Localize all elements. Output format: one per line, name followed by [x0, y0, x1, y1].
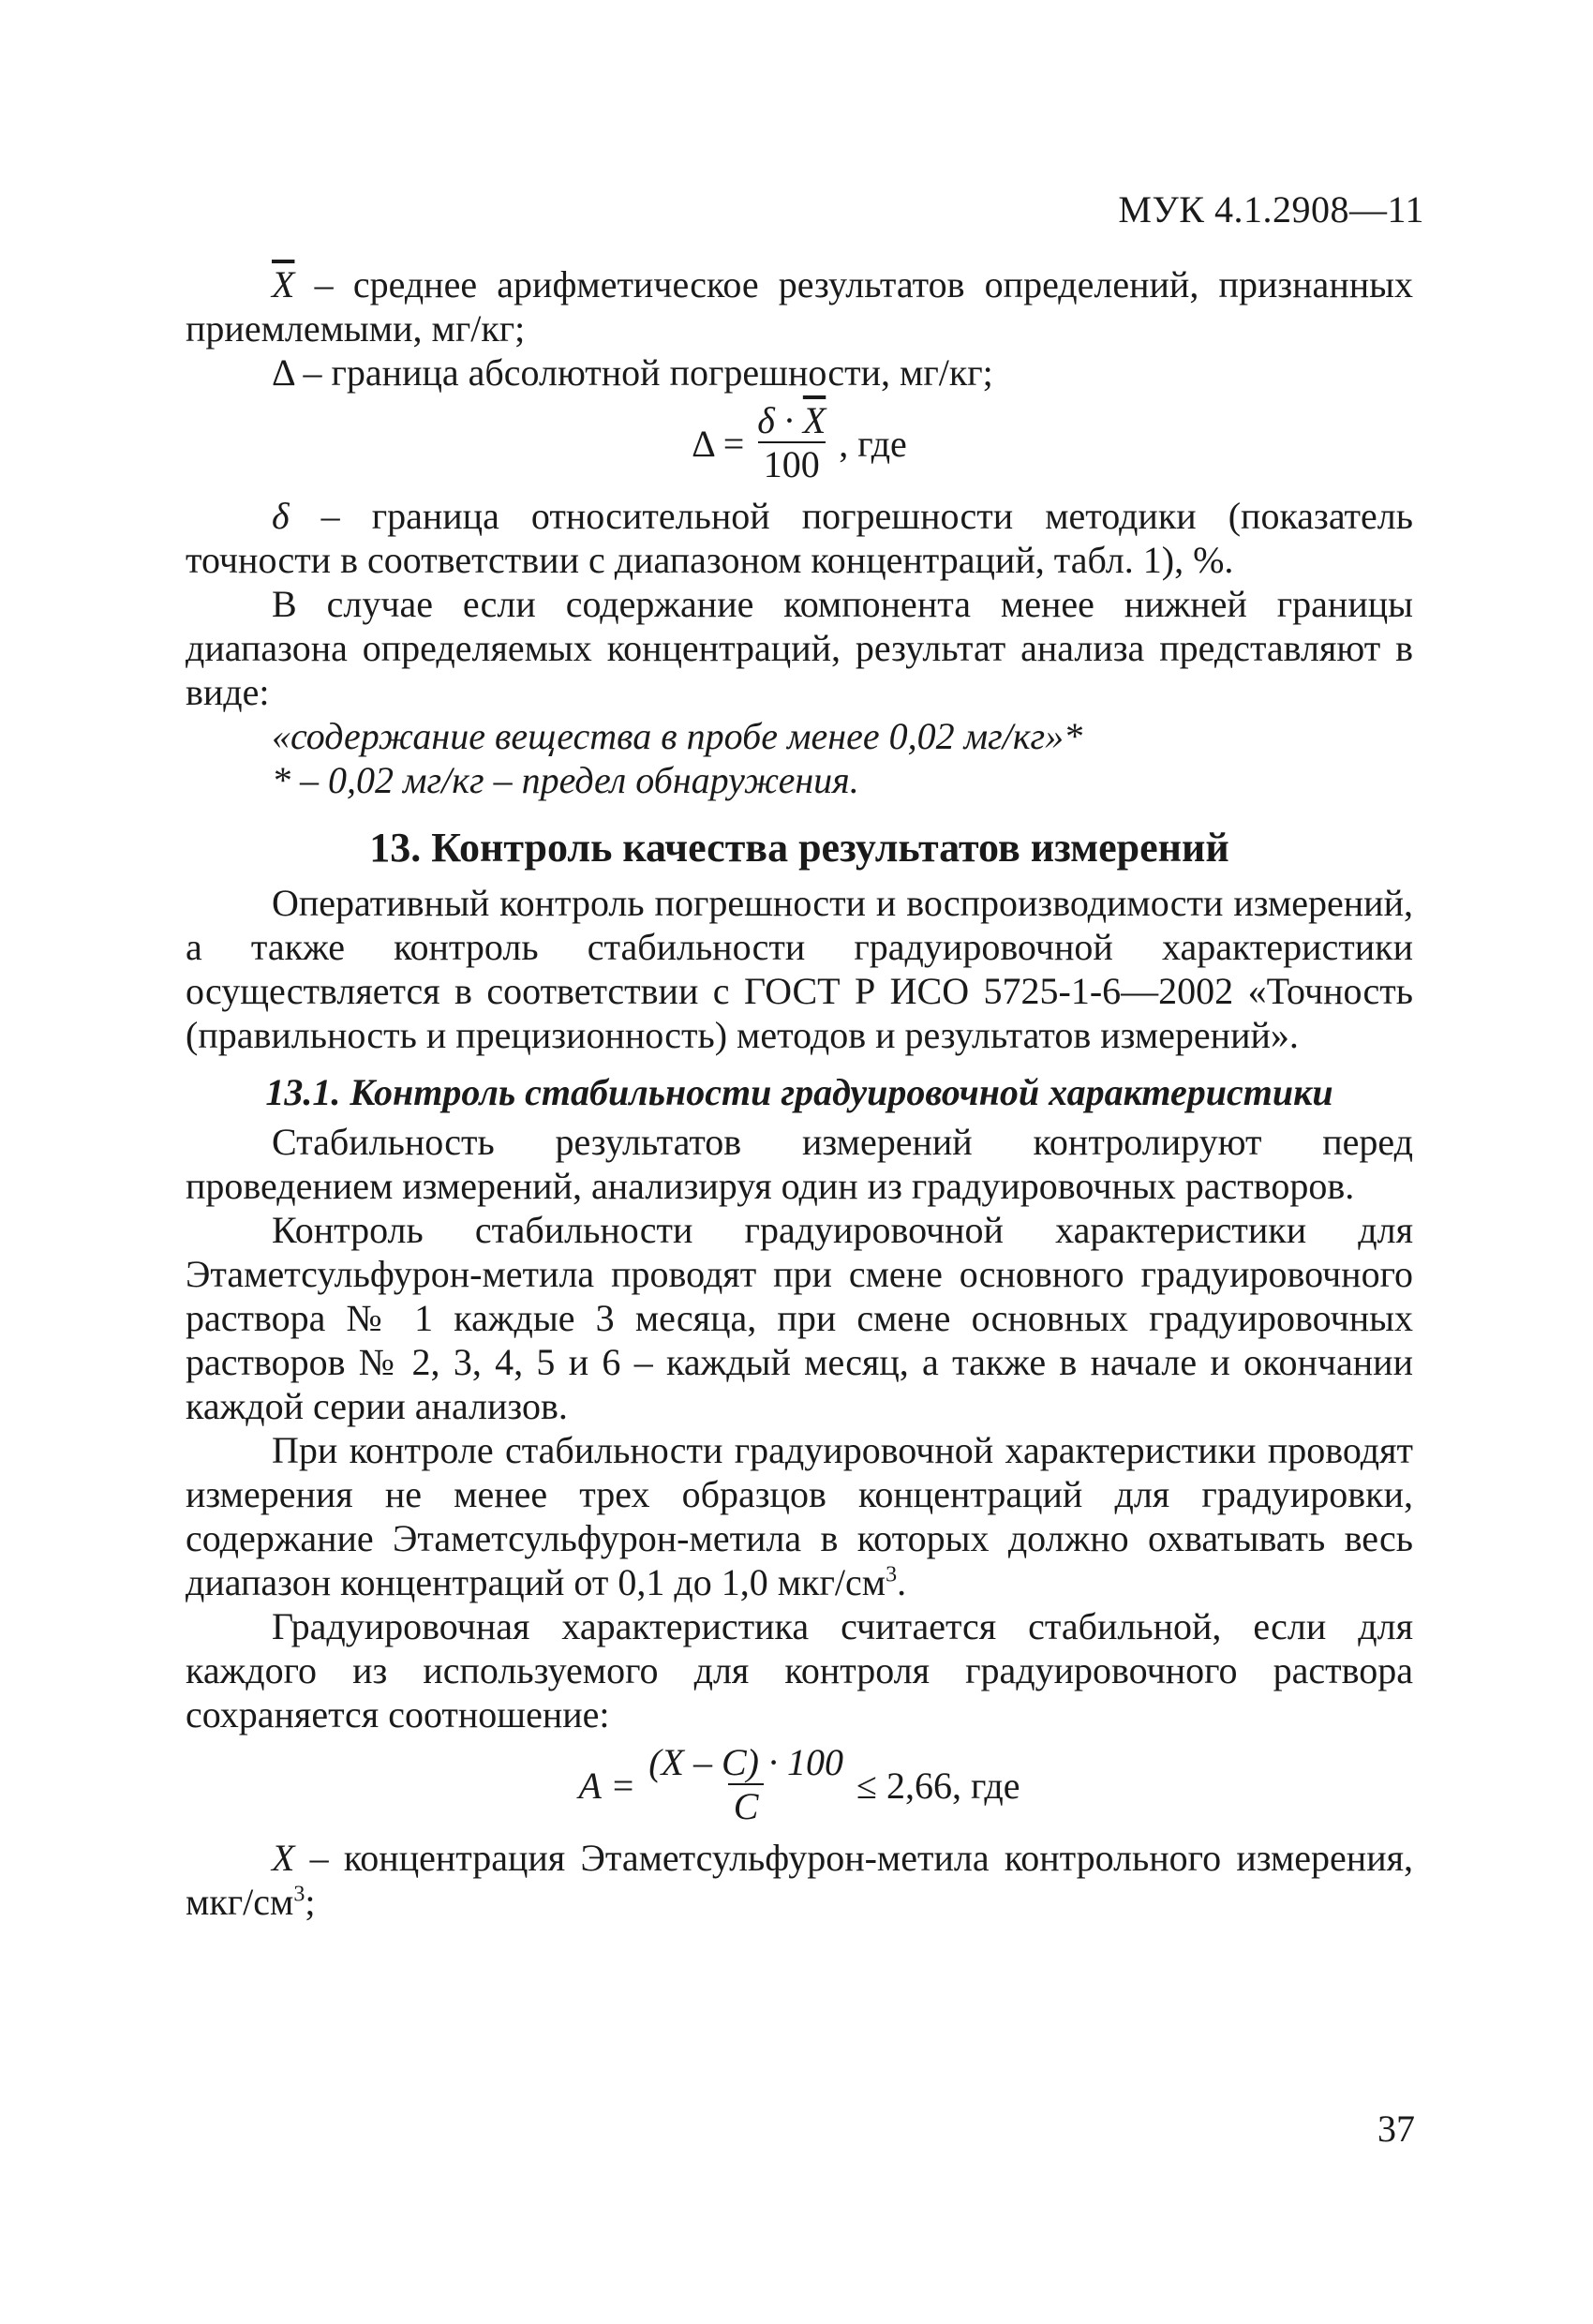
- x-definition: X – концентрация Этаметсульфурон-метила контрольного измерения, мкг/$см^3$;: [186, 1837, 1413, 1923]
- formula1-suffix: , где: [839, 422, 907, 465]
- x-symbol: X: [272, 1837, 295, 1879]
- delta-rel-text: – граница относительной погрешности методики (показатель точности в соответствии с диапазоном концентраций, табл. 1), %.: [186, 495, 1413, 581]
- formula2-denominator: C: [728, 1783, 765, 1828]
- section-13-1-p3: При контроле стабильности градуировочной характеристики проводят измерения не менее трех образцов концентраций для градуировки, содержание Этаметсульфурон-метила в которых должно охватывать весь диапазон концентраций от 0,1 до 1,0 мкг/$см^3$.: [186, 1429, 1413, 1603]
- page-content: [186, 262, 1413, 1924]
- formula1-denominator: 100: [758, 441, 826, 486]
- delta-relative-definition: [186, 494, 1413, 582]
- formula1-fraction: [752, 400, 831, 486]
- formula2-rhs: ≤ 2,66: [856, 1764, 952, 1807]
- formula1-numerator: $\delta \cdot \overline{X}$: [757, 399, 826, 441]
- formula2-numerator: (X – C) · 100: [648, 1741, 843, 1783]
- formula1-lhs: Δ =: [692, 422, 745, 465]
- xbar-definition: [186, 262, 1413, 350]
- page-number: 37: [1377, 2108, 1415, 2150]
- formula-stability: [186, 1742, 1413, 1828]
- formula-absolute-error: [186, 400, 1413, 486]
- document-header: МУК 4.1.2908—11: [1118, 188, 1424, 231]
- delta-definition: [186, 350, 1413, 395]
- section-13-1-p1: Стабильность результатов измерений контролируют перед проведением измерений, анализируя один из градуировочных растворов.: [186, 1121, 1413, 1207]
- paragraph-below-range: В случае если содержание компонента менее нижней границы диапазона определяемых концентраций, результат анализа представляют в виде:: [186, 583, 1413, 713]
- section-13-title: 13. Контроль качества результатов измерений: [369, 825, 1229, 871]
- footnote: * – 0,02 мг/кг – предел обнаружения.: [272, 759, 859, 801]
- formula2-lhs: A =: [578, 1764, 636, 1807]
- delta-text: – граница абсолютной погрешности, мг/кг;: [293, 351, 993, 394]
- xbar-symbol: $\overline{X}$: [272, 263, 295, 305]
- formula2-fraction: [643, 1742, 849, 1828]
- formula2-suffix: , где: [951, 1764, 1020, 1807]
- section-13-1-title: 13.1. Контроль стабильности градуировочной характеристики: [265, 1071, 1333, 1113]
- result-quote: «содержание вещества в пробе менее 0,02 мг/кг»*: [272, 715, 1083, 757]
- delta-rel-symbol: δ: [272, 495, 290, 537]
- xbar-text: – среднее арифметическое результатов определений, признанных приемлемыми, мг/кг;: [186, 263, 1413, 350]
- section-13-1-p4: Градуировочная характеристика считается стабильной, если для каждого из используемого для контроля градуировочного раствора сохраняется соотношение:: [186, 1605, 1413, 1736]
- delta-symbol: Δ: [272, 351, 294, 394]
- section-13-text: Оперативный контроль погрешности и воспроизводимости измерений, а также контроль стабильности градуировочной характеристики осуществляется в соответствии с ГОСТ Р ИСО 5725-1-6—2002 «Точность (правильность и прецизионность) методов и результатов измерений».: [186, 882, 1413, 1056]
- section-13-1-p2: Контроль стабильности градуировочной характеристики для Этаметсульфурон-метила проводят при смене основного градуировочного раствора № 1 каждые 3 месяца, при смене основных градуировочных растворов № 2, 3, 4, 5 и 6 – каждый месяц, а также в начале и окончании каждой серии анализов.: [186, 1209, 1413, 1427]
